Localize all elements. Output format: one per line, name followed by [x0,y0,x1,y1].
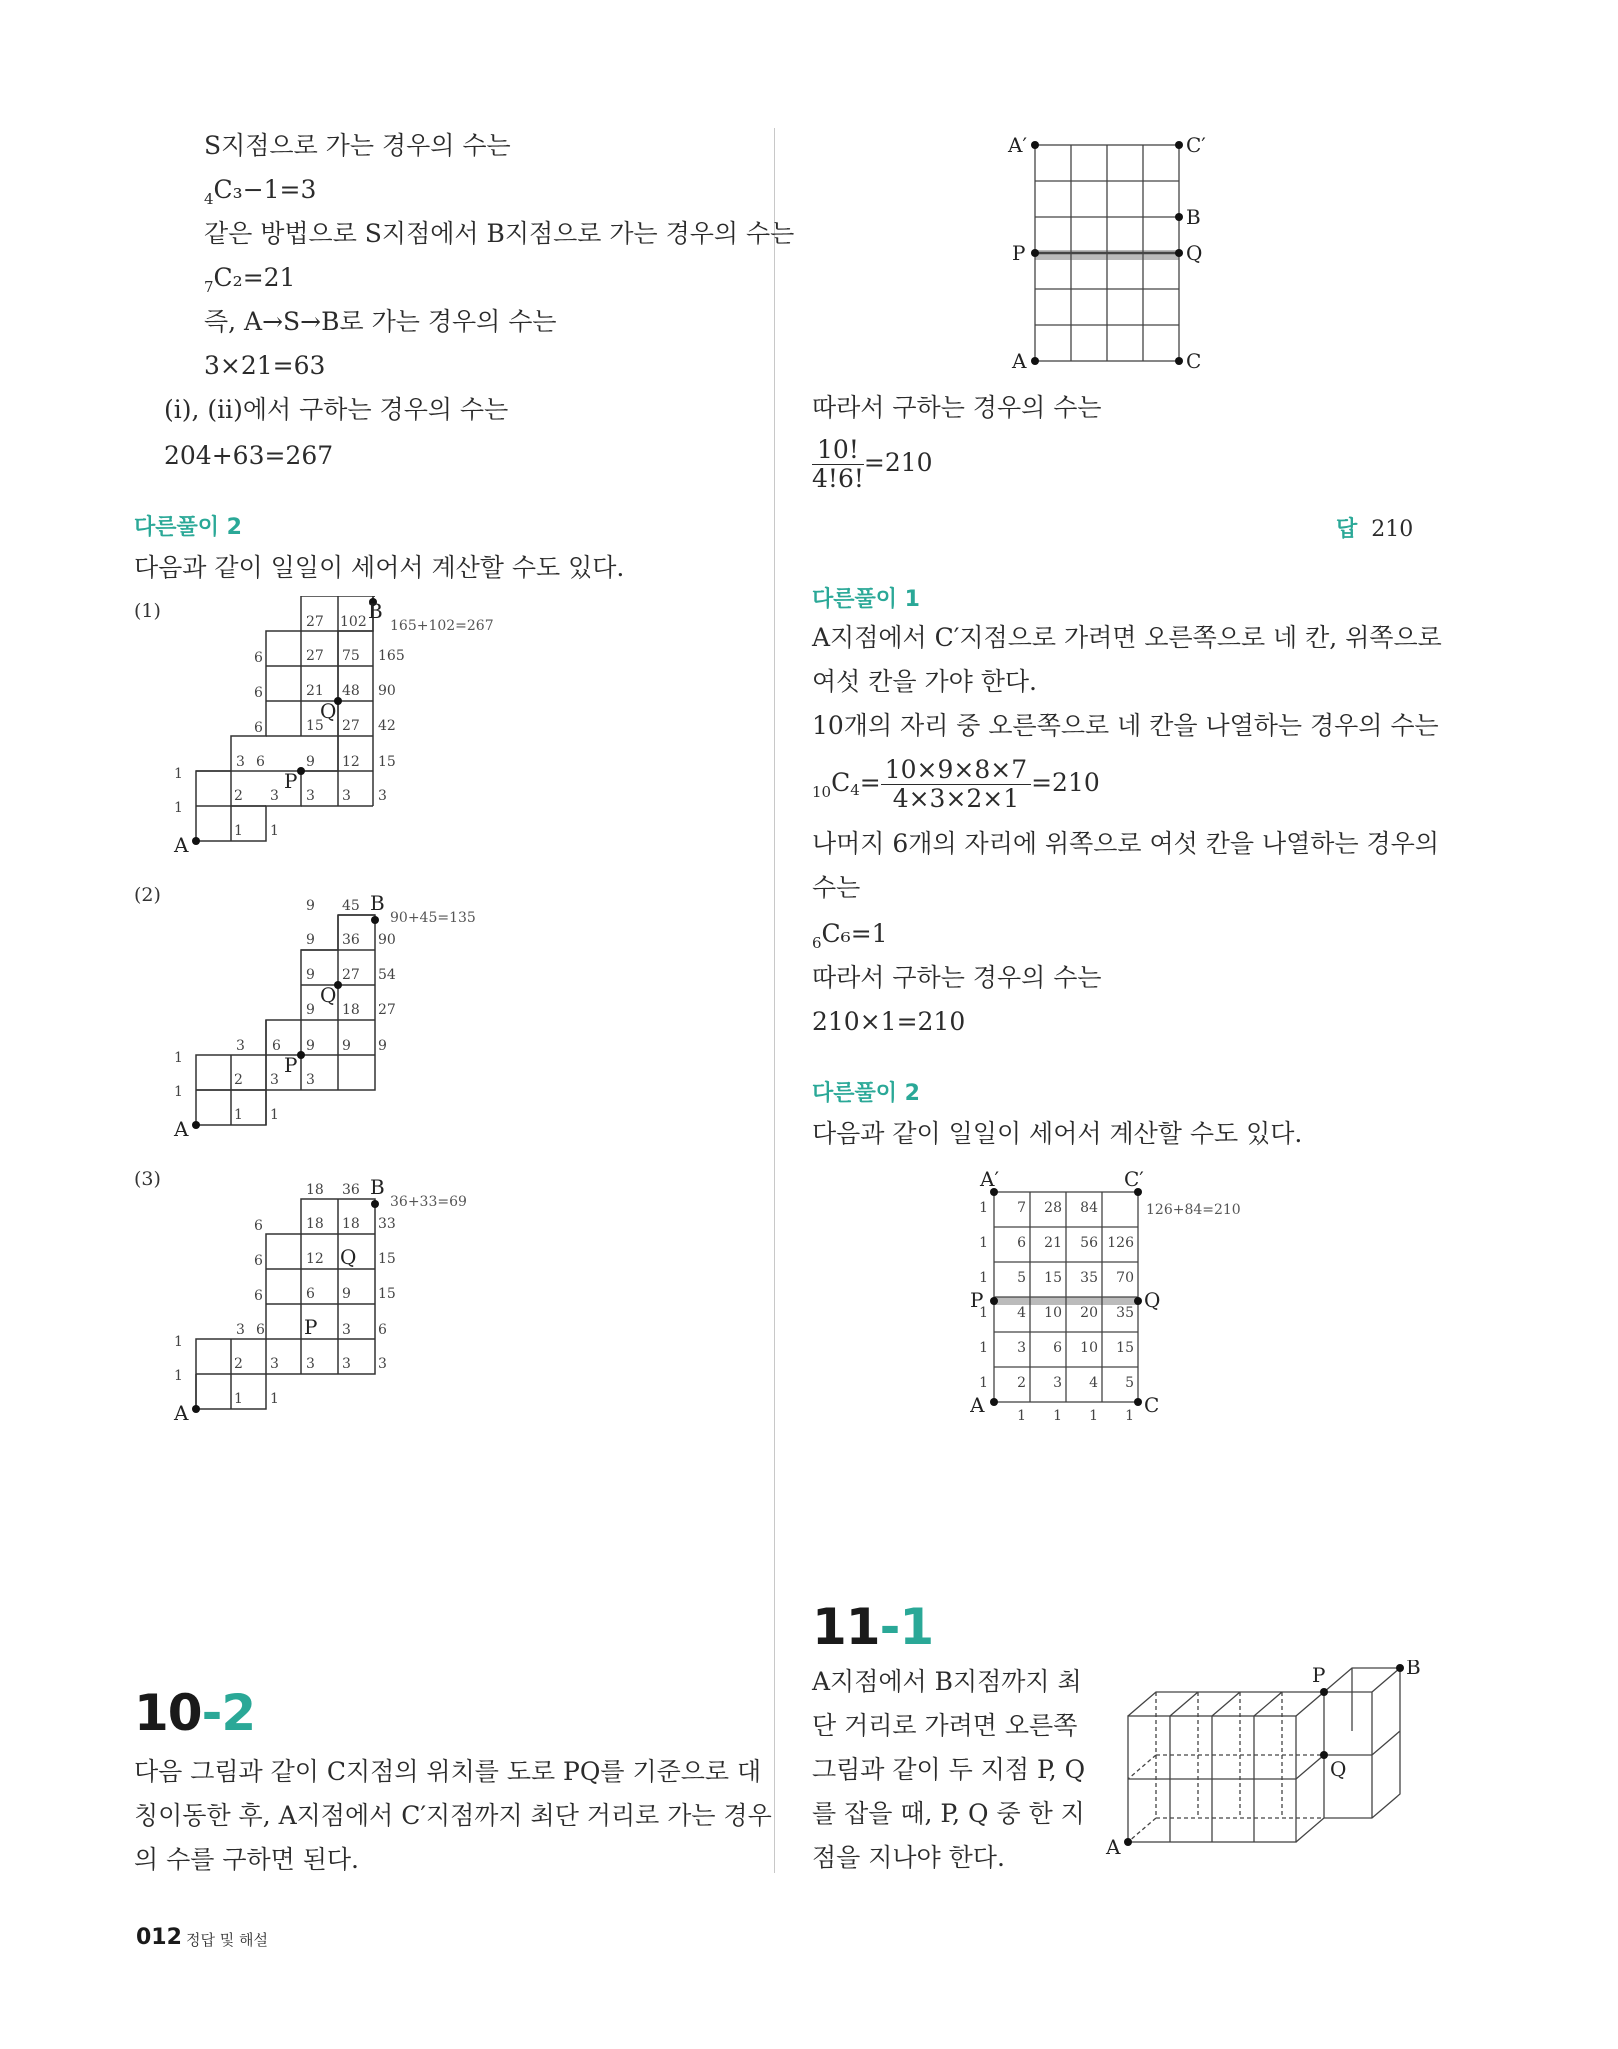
svg-text:90: 90 [378,683,396,699]
svg-text:2: 2 [234,1072,243,1088]
svg-text:35: 35 [1116,1305,1134,1321]
right-alt1-text-6: 따라서 구하는 경우의 수는 [812,963,1102,992]
svg-text:33: 33 [378,1216,396,1232]
svg-text:126: 126 [1107,1235,1134,1251]
svg-text:1: 1 [174,800,183,816]
svg-text:Q: Q [1144,1288,1161,1312]
left-line-6: 3×21=63 [204,351,326,380]
svg-text:3: 3 [1017,1340,1026,1356]
right-alt1-text-4: 나머지 6개의 자리에 위쪽으로 여섯 칸을 나열하는 경우의 [812,829,1439,858]
svg-text:15: 15 [378,754,396,770]
svg-text:5: 5 [1125,1375,1134,1391]
svg-text:6: 6 [254,650,263,666]
svg-text:35: 35 [1080,1270,1098,1286]
svg-text:P: P [284,769,298,793]
svg-text:C: C [1144,1393,1160,1417]
path-count-figure-1 [160,596,600,856]
fig2-note: 90+45=135 [390,910,476,926]
svg-text:1: 1 [1017,1408,1026,1424]
svg-text:1: 1 [174,1334,183,1350]
svg-text:9: 9 [306,754,315,770]
svg-text:B: B [370,891,385,915]
svg-text:27: 27 [306,648,324,664]
svg-text:9: 9 [306,898,315,914]
left-formula-7c2: $_7$C₂=21 [204,263,296,296]
svg-text:A: A [174,1117,189,1140]
svg-text:1: 1 [234,823,243,839]
svg-text:3: 3 [270,1356,279,1372]
svg-text:6: 6 [1053,1340,1062,1356]
right-alt1-text-5: 수는 [812,873,861,902]
svg-text:1: 1 [979,1375,988,1391]
svg-text:18: 18 [342,1216,360,1232]
right-alt2-heading: 다른풀이 2 [812,1081,920,1106]
right-alt1-text-2: 여섯 칸을 가야 한다. [812,667,1037,696]
problem-10-2-text-2: 칭이동한 후, A지점에서 C′지점까지 최단 거리로 가는 경우 [134,1801,772,1830]
fig2-label: (2) [134,884,161,906]
svg-text:B: B [1186,205,1201,229]
svg-text:Q: Q [1186,241,1203,265]
svg-text:1: 1 [174,766,183,782]
right-text-1: 따라서 구하는 경우의 수는 [812,393,1102,422]
svg-text:3: 3 [306,788,315,804]
grid-note: 126+84=210 [1146,1202,1241,1218]
right-alt1-text-1: A지점에서 C′지점으로 가려면 오른쪽으로 네 칸, 위쪽으로 [812,623,1442,652]
svg-text:18: 18 [306,1216,324,1232]
svg-text:3: 3 [306,1356,315,1372]
svg-text:6: 6 [306,1286,315,1302]
problem-11-1-text-4: 를 잡을 때, P, Q 중 한 지 [812,1799,1085,1828]
svg-text:2: 2 [234,788,243,804]
left-alt2-heading: 다른풀이 2 [134,515,242,540]
svg-text:1: 1 [1125,1408,1134,1424]
svg-text:6: 6 [254,1288,263,1304]
svg-text:54: 54 [378,967,396,983]
svg-text:6: 6 [254,685,263,701]
svg-text:3: 3 [270,1072,279,1088]
svg-text:15: 15 [378,1251,396,1267]
svg-text:165: 165 [378,648,405,664]
problem-11-1-text-3: 그림과 같이 두 지점 P, Q [812,1755,1086,1784]
svg-text:3: 3 [306,1072,315,1088]
page-number: 012 [136,1925,182,1950]
svg-text:3: 3 [342,788,351,804]
left-alt2-text: 다음과 같이 일일이 세어서 계산할 수도 있다. [134,553,625,582]
svg-text:10: 10 [1080,1340,1098,1356]
svg-text:A: A [1106,1835,1121,1859]
svg-text:9: 9 [342,1286,351,1302]
svg-text:4: 4 [1089,1375,1098,1391]
svg-text:1: 1 [234,1391,243,1407]
svg-text:3: 3 [378,788,387,804]
svg-text:P: P [1012,241,1026,265]
problem-11-1-heading: 11-1 [812,1598,934,1656]
svg-text:Q: Q [320,699,337,723]
svg-text:1: 1 [1089,1408,1098,1424]
svg-text:15: 15 [1044,1270,1062,1286]
right-c6-formula: $_6$C₆=1 [812,919,888,952]
svg-text:18: 18 [342,1002,360,1018]
problem-11-1-text-5: 점을 지나야 한다. [812,1843,1005,1872]
svg-text:27: 27 [342,718,360,734]
svg-text:5: 5 [1017,1270,1026,1286]
svg-text:2: 2 [234,1356,243,1372]
svg-text:1: 1 [979,1270,988,1286]
svg-text:21: 21 [1044,1235,1062,1251]
svg-text:3: 3 [236,1038,245,1054]
svg-text:90: 90 [378,932,396,948]
svg-text:9: 9 [342,1038,351,1054]
svg-text:1: 1 [234,1107,243,1123]
svg-text:C′: C′ [1186,133,1206,157]
right-fraction-factorial: $\frac{10!}{4!6!}$ =210 [812,435,933,493]
svg-text:36: 36 [342,1182,360,1198]
svg-text:A′: A′ [1008,133,1027,157]
right-alt1-text-7: 210×1=210 [812,1007,966,1036]
counting-grid-figure [970,1164,1290,1434]
svg-text:1: 1 [174,1084,183,1100]
svg-text:56: 56 [1080,1235,1098,1251]
svg-text:18: 18 [306,1182,324,1198]
svg-text:6: 6 [254,1218,263,1234]
svg-text:C: C [1186,349,1202,373]
problem-11-1-text-2: 단 거리로 가려면 오른쪽 [812,1711,1078,1740]
svg-text:6: 6 [1017,1235,1026,1251]
path-count-figure-3 [160,1164,600,1424]
svg-text:P: P [970,1288,984,1312]
svg-text:6: 6 [256,754,265,770]
svg-text:A: A [174,833,189,856]
svg-text:1: 1 [174,1368,183,1384]
svg-text:B: B [368,599,383,623]
svg-text:9: 9 [306,1002,315,1018]
cube-path-figure [1100,1660,1430,1860]
reflected-grid-figure [1000,128,1240,378]
svg-text:P: P [1312,1663,1326,1687]
svg-text:6: 6 [254,720,263,736]
svg-text:3: 3 [342,1322,351,1338]
svg-text:75: 75 [342,648,360,664]
svg-text:1: 1 [270,1391,279,1407]
svg-text:4: 4 [1017,1305,1026,1321]
svg-text:A′: A′ [980,1167,999,1191]
svg-text:1: 1 [979,1200,988,1216]
svg-text:15: 15 [1116,1340,1134,1356]
svg-text:9: 9 [378,1038,387,1054]
svg-text:36: 36 [342,932,360,948]
svg-text:3: 3 [1053,1375,1062,1391]
svg-text:1: 1 [270,1107,279,1123]
svg-text:Q: Q [320,983,337,1007]
svg-text:21: 21 [306,683,324,699]
right-c10-formula: $_{10}C_4=$ $\frac{10\times 9\times 8\times 7}{4\times 3\times 2\times 1}$ =210 [812,755,1100,813]
svg-text:Q: Q [1330,1757,1347,1781]
svg-text:12: 12 [306,1251,324,1267]
svg-text:27: 27 [378,1002,396,1018]
svg-text:7: 7 [1017,1200,1026,1216]
svg-text:1: 1 [979,1340,988,1356]
fig3-note: 36+33=69 [390,1194,467,1210]
svg-text:A: A [174,1401,189,1424]
svg-text:3: 3 [378,1356,387,1372]
svg-text:1: 1 [979,1305,988,1321]
left-line-1: S지점으로 가는 경우의 수는 [204,131,511,160]
svg-text:C′: C′ [1124,1167,1144,1191]
svg-text:27: 27 [306,614,324,630]
svg-text:9: 9 [306,967,315,983]
fig3-label: (3) [134,1168,161,1190]
svg-text:1: 1 [174,1050,183,1066]
svg-text:9: 9 [306,932,315,948]
svg-text:B: B [370,1175,385,1199]
svg-text:3: 3 [236,754,245,770]
left-line-5: 즉, A→S→B로 가는 경우의 수는 [204,307,557,336]
svg-text:9: 9 [306,1038,315,1054]
svg-text:6: 6 [378,1322,387,1338]
svg-text:3: 3 [236,1322,245,1338]
svg-text:20: 20 [1080,1305,1098,1321]
problem-11-1-text-1: A지점에서 B지점까지 최 [812,1667,1082,1696]
svg-text:15: 15 [378,1286,396,1302]
svg-text:2: 2 [1017,1375,1026,1391]
svg-text:48: 48 [342,683,360,699]
svg-text:6: 6 [254,1253,263,1269]
svg-text:102: 102 [340,614,367,630]
fig1-note: 165+102=267 [390,618,494,634]
svg-text:3: 3 [270,788,279,804]
svg-text:12: 12 [342,754,360,770]
svg-text:A: A [970,1393,985,1417]
svg-text:6: 6 [256,1322,265,1338]
svg-text:70: 70 [1116,1270,1134,1286]
svg-text:10: 10 [1044,1305,1062,1321]
svg-text:45: 45 [342,898,360,914]
svg-text:3: 3 [342,1356,351,1372]
svg-text:P: P [284,1053,298,1077]
right-alt1-text-3: 10개의 자리 중 오른쪽으로 네 칸을 나열하는 경우의 수는 [812,711,1439,740]
left-formula-4c3: $_4$C₃−1=3 [204,175,317,208]
footer-title: 정답 및 해설 [186,1931,268,1949]
svg-text:1: 1 [1053,1408,1062,1424]
right-alt1-heading: 다른풀이 1 [812,587,920,612]
right-alt2-text: 다음과 같이 일일이 세어서 계산할 수도 있다. [812,1119,1303,1148]
left-line-3: 같은 방법으로 S지점에서 B지점으로 가는 경우의 수는 [204,219,795,248]
path-count-figure-2 [160,880,600,1140]
svg-text:15: 15 [306,718,324,734]
svg-text:Q: Q [340,1245,357,1269]
svg-text:28: 28 [1044,1200,1062,1216]
svg-text:P: P [304,1315,318,1339]
fig1-label: (1) [134,600,161,622]
answer: 답 210 [1336,517,1414,542]
svg-text:84: 84 [1080,1200,1098,1216]
left-line-8: 204+63=267 [164,441,334,470]
svg-text:27: 27 [342,967,360,983]
svg-text:A: A [1012,349,1027,373]
column-divider [774,128,775,1873]
problem-10-2-text-1: 다음 그림과 같이 C지점의 위치를 도로 PQ를 기준으로 대 [134,1757,762,1786]
svg-text:1: 1 [270,823,279,839]
problem-10-2-heading: 10-2 [134,1684,256,1742]
svg-text:1: 1 [979,1235,988,1251]
problem-10-2-text-3: 의 수를 구하면 된다. [134,1845,359,1874]
svg-text:B: B [1406,1660,1421,1679]
svg-text:42: 42 [378,718,396,734]
svg-text:6: 6 [272,1038,281,1054]
left-line-7: (ⅰ), (ⅱ)에서 구하는 경우의 수는 [164,395,509,424]
